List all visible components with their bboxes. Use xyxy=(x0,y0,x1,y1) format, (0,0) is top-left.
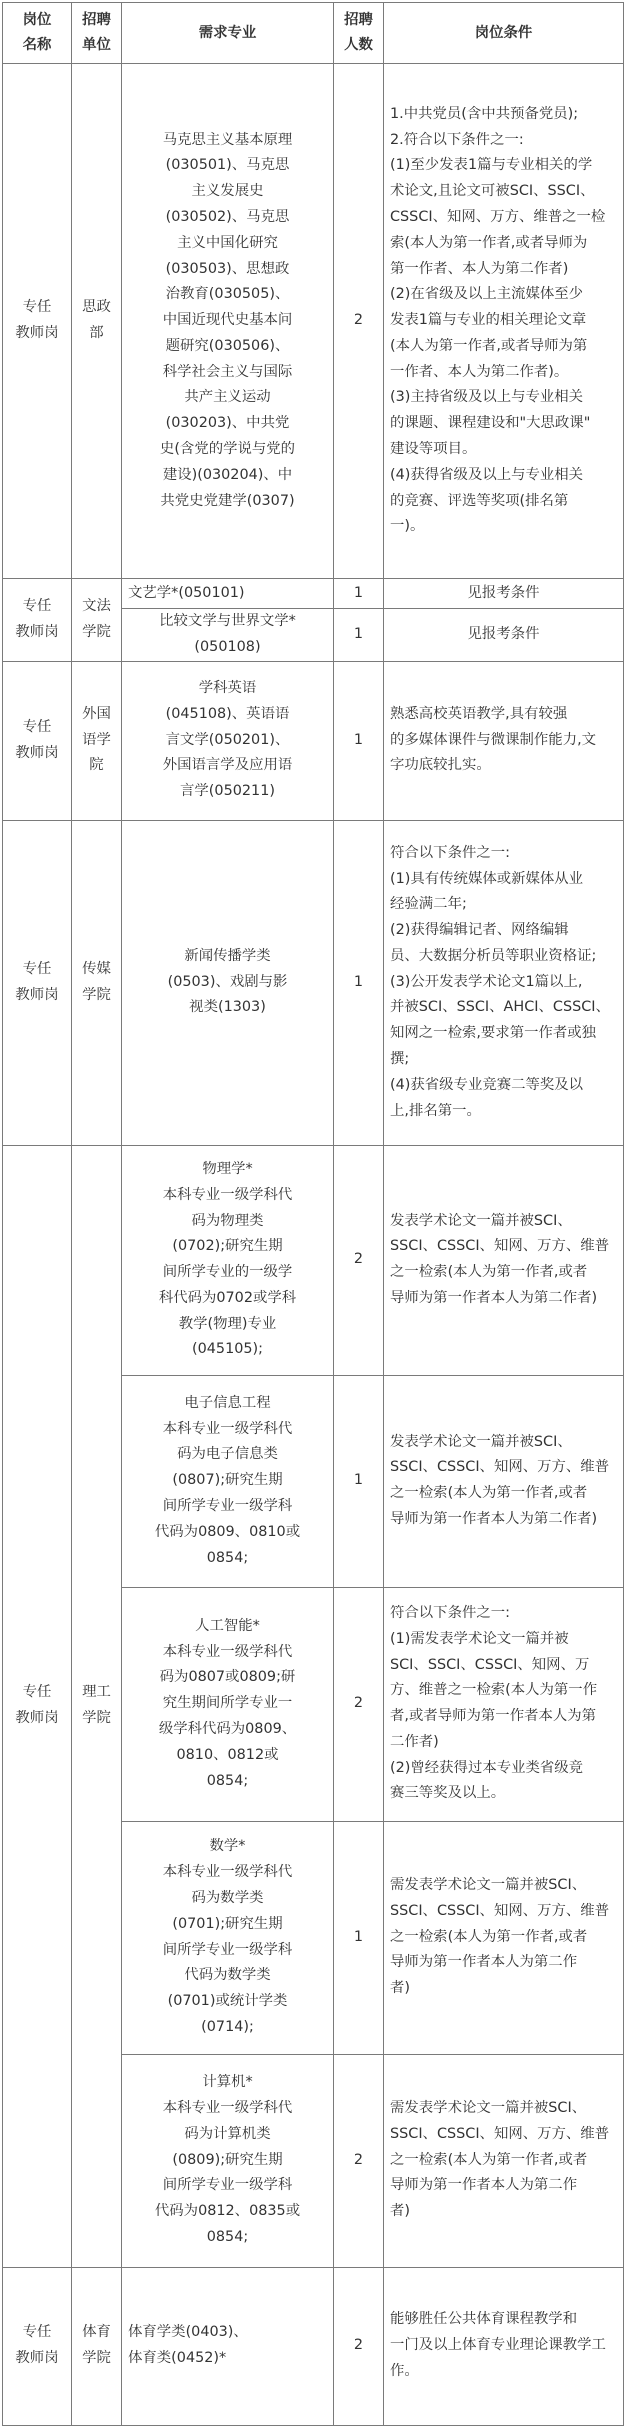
conditions-cell: 符合以下条件之一: (1)具有传统媒体或新媒体从业 经验满二年; (2)获得编辑记者、网络编辑 员、大数据分析员等职业资格证; (3)公开发表学术论文1篇以上, 并被SCI、SSCI、AHCI、CSSCI、 知网之一检索,要求第一作者或独 撰; (4)获省级专业竞赛二等奖及以 上,排名第一。 xyxy=(384,820,624,1145)
major-cell: 文艺学*(050101) xyxy=(122,579,334,609)
post-name-cell: 专任 教师岗 xyxy=(3,1145,72,2267)
count-cell: 2 xyxy=(334,1587,384,1821)
unit-cell: 文法 学院 xyxy=(72,579,122,662)
major-cell: 数学* 本科专业一级学科代 码为数学类 (0701);研究生期 间所学专业一级学科 代码为数学类 (0701)或统计学类 (0714); xyxy=(122,1821,334,2054)
major-cell: 计算机* 本科专业一级学科代 码为计算机类 (0809);研究生期 间所学专业一级学科 代码为0812、0835或 0854; xyxy=(122,2054,334,2267)
unit-cell: 思政 部 xyxy=(72,64,122,579)
count-cell: 1 xyxy=(334,579,384,609)
count-cell: 1 xyxy=(334,1375,384,1587)
count-cell: 1 xyxy=(334,820,384,1145)
conditions-cell: 发表学术论文一篇并被SCI、 SSCI、CSSCI、知网、万方、维普 之一检索(本人为第一作者,或者 导师为第一作者本人为第二作者) xyxy=(384,1145,624,1375)
header-post-name: 岗位 名称 xyxy=(3,3,72,64)
unit-cell: 传媒 学院 xyxy=(72,820,122,1145)
post-name-cell: 专任 教师岗 xyxy=(3,820,72,1145)
major-cell: 体育学类(0403)、 体育类(0452)* xyxy=(122,2267,334,2425)
table-row xyxy=(3,820,624,1145)
conditions-cell: 符合以下条件之一: (1)需发表学术论文一篇并被 SCI、SSCI、CSSCI、知网、万 方、维普之一检索(本人为第一作 者,或者导师为第一作者本人为第 二作者) (2)曾经获得过本专业类省级竞 赛三等奖及以上。 xyxy=(384,1587,624,1821)
conditions-cell: 熟悉高校英语教学,具有较强 的多媒体课件与微课制作能力,文 字功底较扎实。 xyxy=(384,661,624,820)
unit-cell: 理工 学院 xyxy=(72,1145,122,2267)
table-row xyxy=(3,579,624,609)
header-major: 需求专业 xyxy=(122,3,334,64)
header-unit: 招聘 单位 xyxy=(72,3,122,64)
count-cell: 2 xyxy=(334,1145,384,1375)
major-cell: 新闻传播学类 (0503)、戏剧与影 视类(1303) xyxy=(122,820,334,1145)
count-cell: 1 xyxy=(334,661,384,820)
table-header-row xyxy=(3,3,624,64)
conditions-cell: 1.中共党员(含中共预备党员); 2.符合以下条件之一: (1)至少发表1篇与专业相关的学 术论文,且论文可被SCI、SSCI、 CSSCI、知网、万方、维普之一检 索(本人为第一作者,或者导师为 第一作者、本人为第二作者) (2)在省级及以上主流媒体至少 发表1篇与专业的相关理论文章 (本人为第一作者,或者导师为第 一作者、本人为第二作者)。 (3)主持省级及以上与专业相关 的课题、课程建设和"大思政课" 建设等项目。 (4)获得省级及以上与专业相关 的竞赛、评选等奖项(排名第 一)。 xyxy=(384,64,624,579)
table-row xyxy=(3,64,624,579)
unit-cell: 体育 学院 xyxy=(72,2267,122,2425)
conditions-cell: 需发表学术论文一篇并被SCI、 SSCI、CSSCI、知网、万方、维普 之一检索(本人为第一作者,或者 导师为第一作者本人为第二作 者) xyxy=(384,2054,624,2267)
major-cell: 马克思主义基本原理 (030501)、马克思 主义发展史 (030502)、马克思 主义中国化研究 (030503)、思想政 治教育(030505)、 中国近现代史基本问 题研究(030506)、 科学社会主义与国际 共产主义运动 (030203)、中共党 史(含党的学说与党的 建设)(030204)、中 共党史党建学(0307) xyxy=(122,64,334,579)
count-cell: 1 xyxy=(334,1821,384,2054)
conditions-cell: 见报考条件 xyxy=(384,609,624,662)
count-cell: 2 xyxy=(334,64,384,579)
table-row xyxy=(3,2267,624,2425)
conditions-cell: 需发表学术论文一篇并被SCI、 SSCI、CSSCI、知网、万方、维普 之一检索(本人为第一作者,或者 导师为第一作者本人为第二作 者) xyxy=(384,1821,624,2054)
count-cell: 2 xyxy=(334,2267,384,2425)
post-name-cell: 专任 教师岗 xyxy=(3,579,72,662)
recruitment-table xyxy=(2,2,624,2426)
major-cell: 比较文学与世界文学* (050108) xyxy=(122,609,334,662)
major-cell: 人工智能* 本科专业一级学科代 码为0807或0809;研 究生期间所学专业一 级学科代码为0809、 0810、0812或 0854; xyxy=(122,1587,334,1821)
unit-cell: 外国 语学 院 xyxy=(72,661,122,820)
post-name-cell: 专任 教师岗 xyxy=(3,2267,72,2425)
conditions-cell: 能够胜任公共体育课程教学和 一门及以上体育专业理论课教学工 作。 xyxy=(384,2267,624,2425)
major-cell: 学科英语 (045108)、英语语 言文学(050201)、 外国语言学及应用语 言学(050211) xyxy=(122,661,334,820)
major-cell: 物理学* 本科专业一级学科代 码为物理类 (0702);研究生期 间所学专业的一级学 科代码为0702或学科 教学(物理)专业 (045105); xyxy=(122,1145,334,1375)
header-count: 招聘 人数 xyxy=(334,3,384,64)
table-row xyxy=(3,1145,624,1375)
header-conditions: 岗位条件 xyxy=(384,3,624,64)
major-cell: 电子信息工程 本科专业一级学科代 码为电子信息类 (0807);研究生期 间所学专业一级学科 代码为0809、0810或 0854; xyxy=(122,1375,334,1587)
count-cell: 1 xyxy=(334,609,384,662)
conditions-cell: 发表学术论文一篇并被SCI、 SSCI、CSSCI、知网、万方、维普 之一检索(本人为第一作者,或者 导师为第一作者本人为第二作者) xyxy=(384,1375,624,1587)
table-row xyxy=(3,661,624,820)
post-name-cell: 专任 教师岗 xyxy=(3,64,72,579)
post-name-cell: 专任 教师岗 xyxy=(3,661,72,820)
conditions-cell: 见报考条件 xyxy=(384,579,624,609)
count-cell: 2 xyxy=(334,2054,384,2267)
